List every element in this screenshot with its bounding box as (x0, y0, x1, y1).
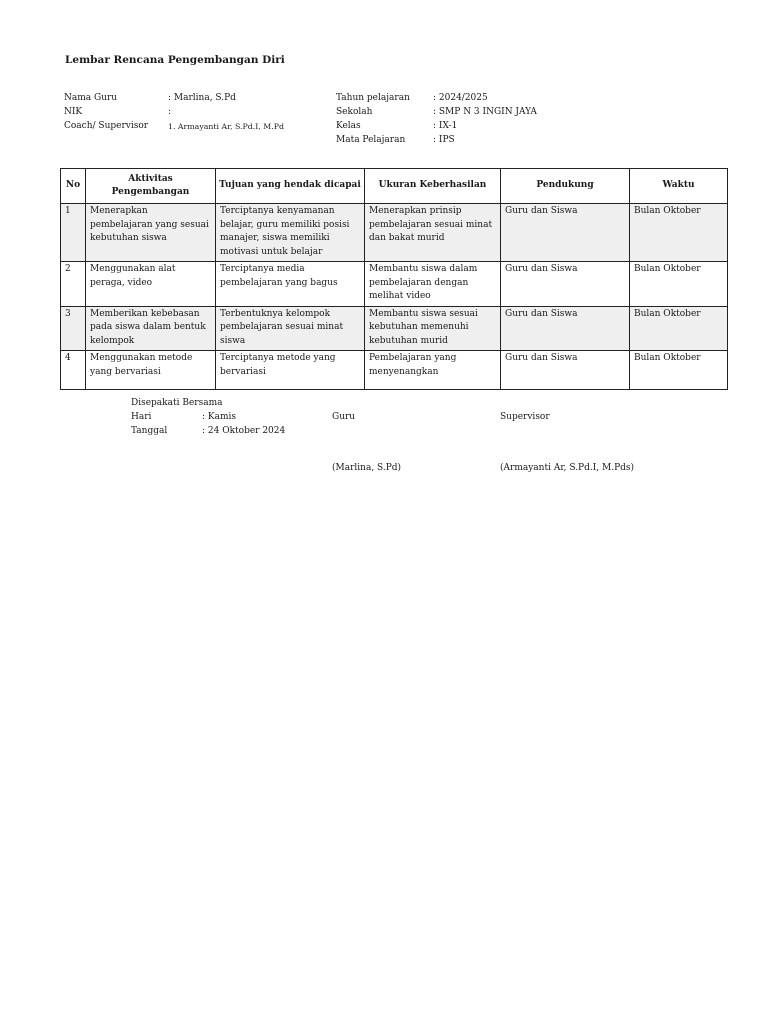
header-ukuran: Ukuran Keberhasilan (365, 169, 501, 204)
header-waktu: Waktu (630, 169, 728, 204)
guru-signature-name: (Marlina, S.Pd) (332, 463, 402, 473)
sekolah-label: Sekolah (336, 107, 373, 117)
cell-pendukung: Guru dan Siswa (501, 306, 630, 351)
cell-aktivitas: Memberikan kebebasan pada siswa dalam bentuk kelompok (86, 306, 216, 351)
cell-no: 3 (61, 306, 86, 351)
document-title: Lembar Rencana Pengembangan Diri (65, 54, 285, 66)
header-no: No (61, 169, 86, 204)
cell-waktu: Bulan Oktober (630, 306, 728, 351)
supervisor-signature-name: (Armayanti Ar, S.Pd.I, M.Pds) (500, 463, 635, 473)
cell-ukuran: Membantu siswa sesuai kebutuhan memenuhi kebutuhan murid (365, 306, 501, 351)
mapel-value: : IPS (433, 135, 455, 145)
cell-aktivitas: Menerapkan pembelajaran yang sesuai kebutuhan siswa (86, 204, 216, 262)
cell-tujuan: Terbentuknya kelompok pembelajaran sesuai minat siswa (216, 306, 365, 351)
cell-no: 1 (61, 204, 86, 262)
kelas-value: : IX-1 (433, 121, 458, 131)
tahun-value: : 2024/2025 (433, 93, 488, 103)
cell-aktivitas: Menggunakan metode yang bervariasi (86, 351, 216, 390)
header-aktivitas: Aktivitas Pengembangan (86, 169, 216, 204)
cell-waktu: Bulan Oktober (630, 204, 728, 262)
day-value: : Kamis (202, 412, 237, 422)
cell-ukuran: Menerapkan prinsip pembelajaran sesuai minat dan bakat murid (365, 204, 501, 262)
nama-guru-value: : Marlina, S.Pd (168, 93, 236, 103)
cell-pendukung: Guru dan Siswa (501, 262, 630, 307)
sekolah-value: : SMP N 3 INGIN JAYA (433, 107, 537, 117)
table-row (61, 204, 728, 262)
cell-no: 4 (61, 351, 86, 390)
cell-tujuan: Terciptanya kenyamanan belajar, guru memiliki posisi manajer, siswa memiliki motivasi untuk belajar (216, 204, 365, 262)
kelas-label: Kelas (336, 121, 361, 131)
table-row (61, 306, 728, 351)
agreement-heading: Disepakati Bersama (131, 398, 223, 408)
cell-ukuran: Membantu siswa dalam pembelajaran dengan melihat video (365, 262, 501, 307)
cell-tujuan: Terciptanya media pembelajaran yang bagus (216, 262, 365, 307)
guru-signature-label: Guru (332, 412, 356, 422)
cell-aktivitas: Menggunakan alat peraga, video (86, 262, 216, 307)
header-pendukung: Pendukung (501, 169, 630, 204)
supervisor-signature-label: Supervisor (500, 412, 550, 422)
header-tujuan: Tujuan yang hendak dicapai (216, 169, 365, 204)
cell-no: 2 (61, 262, 86, 307)
tahun-label: Tahun pelajaran (336, 93, 410, 103)
table-row (61, 262, 728, 307)
cell-waktu: Bulan Oktober (630, 262, 728, 307)
nik-value: : (168, 107, 172, 117)
nik-label: NIK (64, 107, 83, 117)
table-row (61, 351, 728, 390)
nama-guru-label: Nama Guru (64, 93, 118, 103)
cell-waktu: Bulan Oktober (630, 351, 728, 390)
cell-pendukung: Guru dan Siswa (501, 204, 630, 262)
table-header-row (61, 169, 728, 204)
cell-tujuan: Terciptanya metode yang bervariasi (216, 351, 365, 390)
mapel-label: Mata Pelajaran (336, 135, 406, 145)
date-value: : 24 Oktober 2024 (202, 426, 286, 436)
development-plan-table (60, 168, 728, 390)
coach-value: 1. Armayanti Ar, S.Pd.I, M.Pd (168, 122, 284, 131)
cell-pendukung: Guru dan Siswa (501, 351, 630, 390)
coach-label: Coach/ Supervisor (64, 121, 149, 131)
cell-ukuran: Pembelajaran yang menyenangkan (365, 351, 501, 390)
day-label: Hari (131, 412, 152, 422)
date-label: Tanggal (131, 426, 168, 436)
